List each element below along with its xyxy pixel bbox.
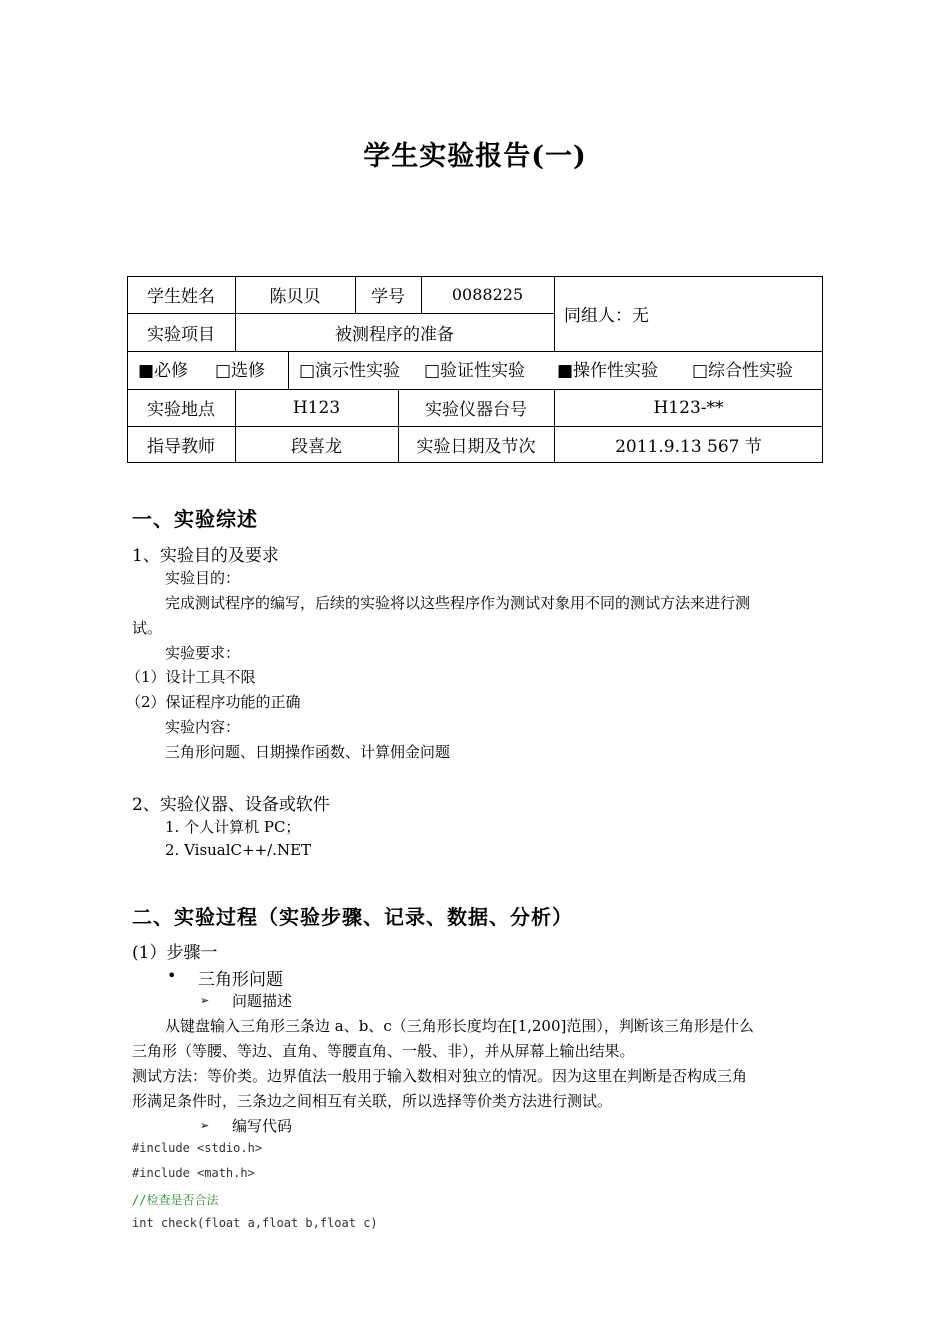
student-id-label: 学号: [371, 287, 405, 307]
option-demonstration: □演示性实验: [299, 361, 401, 381]
student-name-value: 陈贝贝: [269, 287, 321, 307]
project-value: 被测程序的准备: [335, 324, 454, 345]
date-value: 2011.9.13 567 节: [615, 437, 762, 457]
description-line2: 三角形（等腰、等边、直角、等腰直角、一般、非），并从屏幕上输出结果。: [132, 1042, 635, 1060]
instrument-label: 实验仪器台号: [425, 400, 527, 420]
instrument-value: H123-**: [653, 397, 724, 418]
equipment-2: 2. VisualC++/.NET: [165, 841, 312, 859]
code-line: #include <stdio.h>: [132, 1141, 263, 1155]
requirement-label: 实验要求：: [165, 644, 241, 662]
requirement-2: （2）保证程序功能的正确: [126, 693, 301, 711]
section1-sub1: 1、实验目的及要求: [132, 546, 279, 566]
option-comprehensive: □综合性实验: [692, 361, 794, 381]
content-text: 三角形问题、日期操作函数、计算佣金问题: [165, 743, 451, 761]
content-label: 实验内容：: [165, 718, 241, 736]
section1-sub2: 2、实验仪器、设备或软件: [132, 795, 330, 815]
purpose-line2: 试。: [132, 619, 163, 637]
section2-heading: 二、实验过程（实验步骤、记录、数据、分析）: [132, 905, 573, 929]
location-label: 实验地点: [147, 400, 215, 420]
student-id-value: 0088225: [451, 285, 524, 304]
method-line2: 形满足条件时，三条边之间相互有关联，所以选择等价类方法进行测试。: [132, 1092, 613, 1110]
purpose-label: 实验目的：: [165, 569, 241, 587]
description-line1: 从键盘输入三角形三条边 a、b、c（三角形长度均在[1,200]范围），判断该三角形是什么: [165, 1017, 754, 1035]
equipment-1: 1. 个人计算机 PC；: [165, 818, 301, 836]
sub-bullet-description: 问题描述: [232, 992, 293, 1010]
date-label: 实验日期及节次: [416, 437, 536, 457]
teacher-label: 指导教师: [147, 437, 215, 457]
page-title: 学生实验报告(一): [363, 141, 587, 172]
code-line: #include <math.h>: [132, 1166, 255, 1180]
option-elective: □选修: [215, 361, 266, 381]
bullet-dot-icon: •: [167, 966, 177, 985]
code-comment: //检查是否合法: [132, 1193, 219, 1207]
code-line: int check(float a,float b,float c): [132, 1216, 378, 1230]
project-label: 实验项目: [147, 324, 215, 345]
option-operational: ■操作性实验: [557, 361, 659, 381]
step-label: (1）步骤一: [132, 943, 218, 963]
option-verification: □验证性实验: [424, 361, 526, 381]
student-name-label: 学生姓名: [147, 287, 215, 307]
section1-heading: 一、实验综述: [132, 507, 258, 531]
method-line1: 测试方法：等价类。边界值法一般用于输入数相对独立的情况。因为这里在判断是否构成三角: [132, 1067, 748, 1085]
requirement-1: （1）设计工具不限: [126, 668, 256, 686]
bullet-triangle-problem: 三角形问题: [198, 970, 283, 990]
sub-bullet-code: 编写代码: [232, 1117, 293, 1135]
group-members: 同组人：无: [564, 306, 649, 326]
arrow-bullet-icon: ➢: [200, 1119, 210, 1132]
location-value: H123: [292, 397, 341, 418]
arrow-bullet-icon: ➢: [200, 994, 210, 1007]
purpose-line1: 完成测试程序的编写，后续的实验将以这些程序作为测试对象用不同的测试方法来进行测: [165, 594, 751, 612]
option-required: ■必修: [138, 361, 189, 381]
teacher-value: 段喜龙: [291, 437, 342, 457]
